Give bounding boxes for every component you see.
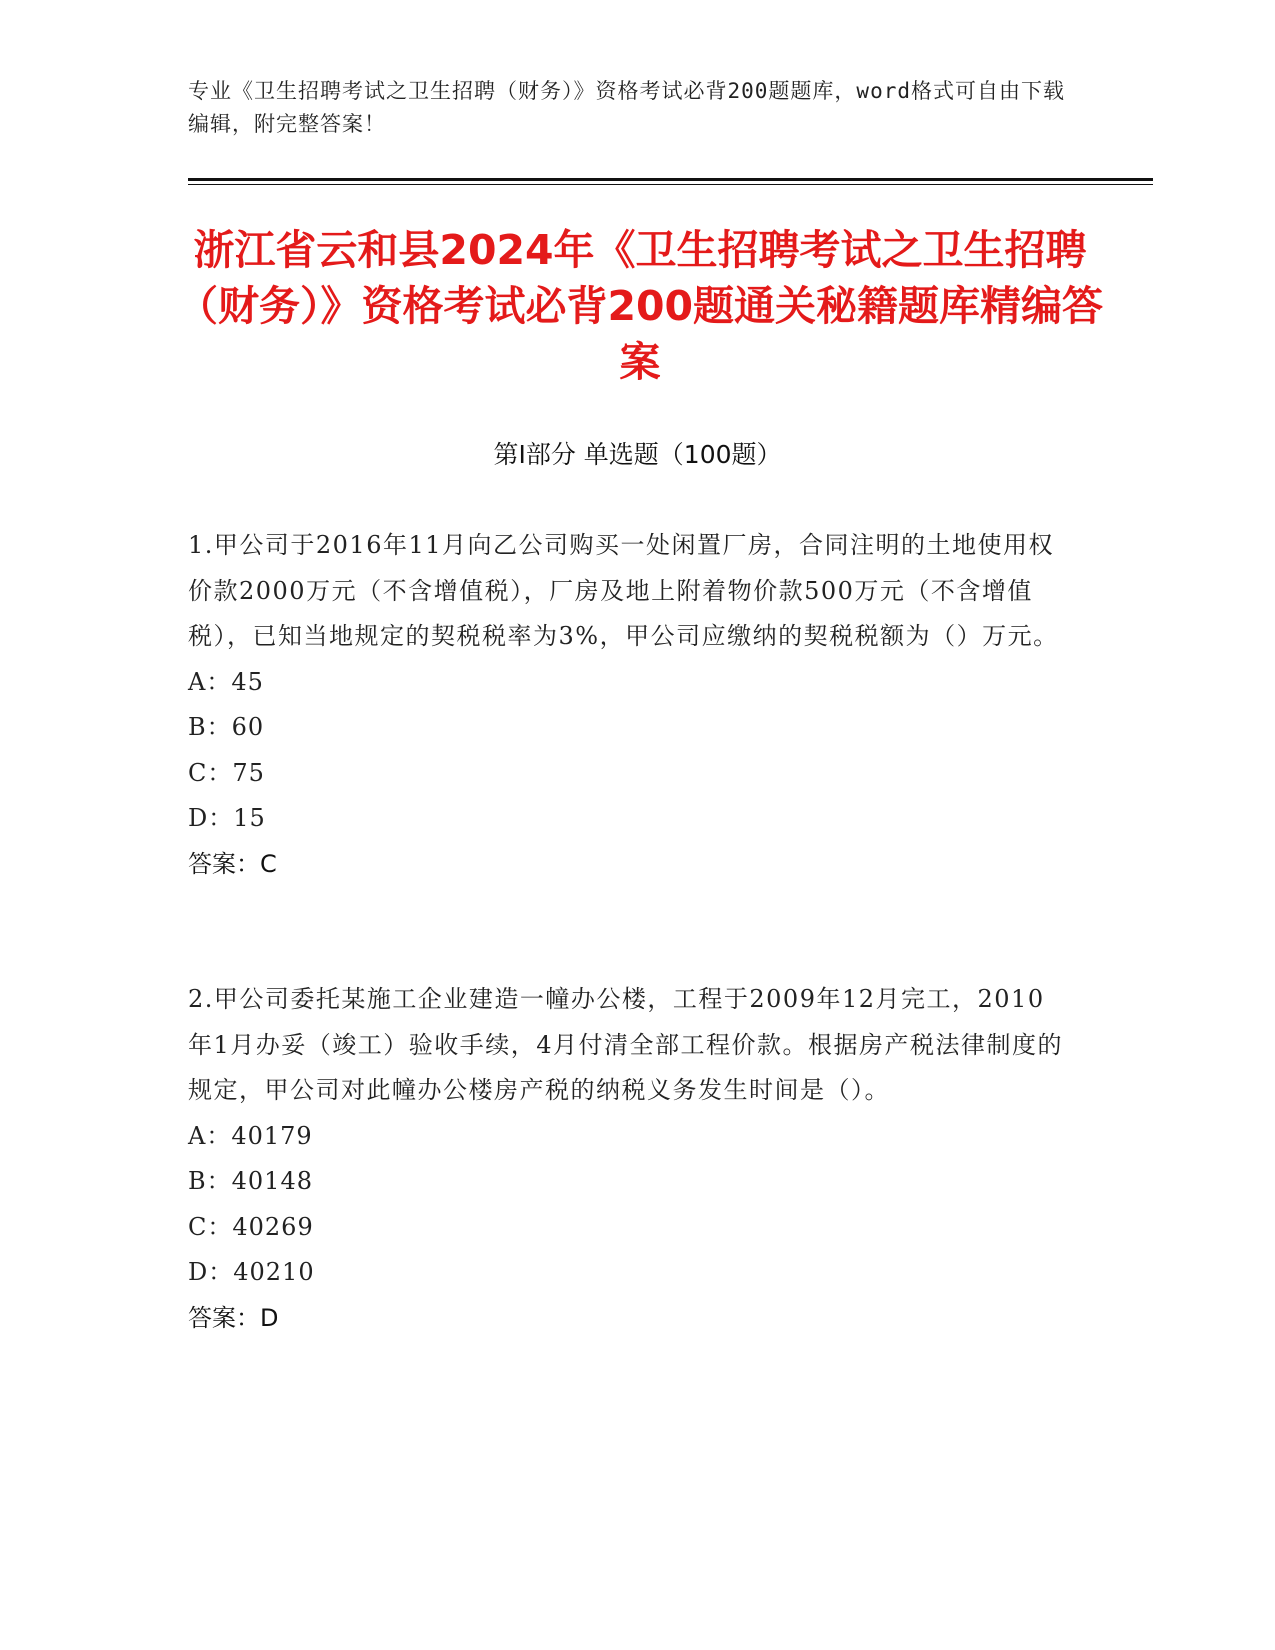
question-stem: 2.甲公司委托某施工企业建造一幢办公楼，工程于2009年12月完工，2010年1月办妥（竣工）验收手续，4月付清全部工程价款。根据房产税法律制度的规定，甲公司对此幢办公楼房产税的纳税义务发生时间是（）。 — [188, 985, 1064, 1104]
question-stem: 1.甲公司于2016年11月向乙公司购买一处闲置厂房，合同注明的土地使用权价款2000万元（不含增值税），厂房及地上附着物价款500万元（不含增值税），已知当地规定的契税税率为3%，甲公司应缴纳的契税税额为（）万元。 — [188, 531, 1059, 650]
section-heading: 第Ⅰ部分 单选题（100题） — [493, 440, 782, 469]
option-c: C：75 — [188, 758, 265, 787]
header-divider-thin — [188, 184, 1153, 185]
option-a: A：40179 — [188, 1121, 313, 1150]
header-note: 专业《卫生招聘考试之卫生招聘（财务）》资格考试必背200题题库，word格式可自由下载编辑，附完整答案！ — [188, 79, 1065, 136]
option-c: C：40269 — [188, 1212, 314, 1241]
answer-label: 答案：C — [188, 849, 277, 878]
option-b: B：60 — [188, 713, 265, 741]
option-d: D：40210 — [188, 1258, 315, 1286]
option-d: D：15 — [188, 804, 266, 832]
question-2 — [188, 977, 1068, 1341]
document-title: 浙江省云和县2024年《卫生招聘考试之卫生招聘（财务）》资格考试必背200题通关秘籍题库精编答案 — [176, 226, 1104, 386]
header-divider-thick — [188, 178, 1153, 181]
answer-label: 答案：D — [188, 1303, 279, 1332]
option-b: B：40148 — [188, 1167, 313, 1195]
question-1 — [188, 523, 1068, 887]
option-a: A：45 — [188, 667, 264, 696]
